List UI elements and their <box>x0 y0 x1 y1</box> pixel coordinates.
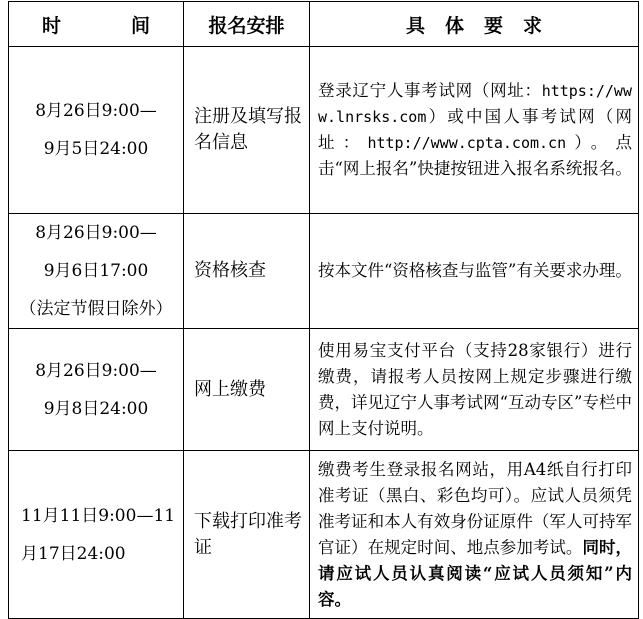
time-cell <box>9 47 184 214</box>
table-header-row <box>9 2 639 47</box>
table-row <box>9 214 639 329</box>
table-row <box>9 47 639 214</box>
url-lnrsks: https://www.lnrsks.com <box>318 82 632 126</box>
time-line: 9月5日24:00 <box>43 139 149 159</box>
arrangement-cell: 资格核查 <box>184 214 310 329</box>
time-cell <box>9 329 184 451</box>
time-line: 8月26日9:00— <box>35 101 157 121</box>
time-line: 11月11日9:00—11 <box>21 505 176 526</box>
requirement-cell: 使用易宝支付平台（支持28家银行）进行缴费，请报考人员按网上规定步骤进行缴费，详见辽宁人事考试网“互动专区”专栏中网上支付说明。 <box>310 329 639 451</box>
arrangement-cell: 下载打印准考证 <box>184 451 310 619</box>
table-row <box>9 451 639 619</box>
header-time <box>9 2 184 47</box>
requirement-bold-notice: 同时，请应试人员认真阅读“应试人员须知”内容。 <box>318 537 633 609</box>
url-cpta: http://www.cpta.com.cn <box>367 134 567 152</box>
arrangement-cell: 网上缴费 <box>184 329 310 451</box>
time-line: 8月26日9:00— <box>35 223 157 243</box>
requirement-text: 登录辽宁人事考试网（网址： <box>318 81 542 100</box>
arrangement-cell: 注册及填写报名信息 <box>184 47 310 214</box>
time-line: 9月8日24:00 <box>43 398 149 419</box>
header-time-char-2: 间 <box>131 14 151 37</box>
time-line: 月17日24:00 <box>21 543 126 564</box>
header-req-char: 体 <box>444 14 464 37</box>
requirement-cell: 按本文件“资格核查与监管”有关要求办理。 <box>310 214 639 329</box>
header-arrangement: 报名安排 <box>184 2 310 47</box>
requirement-cell <box>310 47 639 214</box>
requirement-text: ）或中国人事考试网（网址： <box>318 107 632 152</box>
time-cell <box>9 451 184 619</box>
header-requirements <box>310 2 639 47</box>
registration-schedule-table <box>8 1 639 619</box>
time-line: 9月6日17:00 <box>43 261 149 281</box>
time-line: （法定节假日除外） <box>19 299 173 319</box>
header-req-char: 要 <box>484 14 504 37</box>
time-cell <box>9 214 184 329</box>
table-row <box>9 329 639 451</box>
requirement-text: ）。点击“网上报名”快捷按钮进入报名系统报名。 <box>318 133 633 178</box>
time-line: 8月26日9:00— <box>35 360 157 381</box>
header-req-char: 具 <box>405 14 425 37</box>
header-time-char-1: 时 <box>41 14 61 37</box>
header-req-char: 求 <box>523 14 543 37</box>
requirement-text: 缴费考生登录报名网站，用A4纸自行打印准考证（黑白、彩色均可）。应试人员须凭准考证和本人有效身份证原件（军人可持军官证）在规定时间、地点参加考试。 <box>318 459 632 557</box>
requirement-cell <box>310 451 639 619</box>
